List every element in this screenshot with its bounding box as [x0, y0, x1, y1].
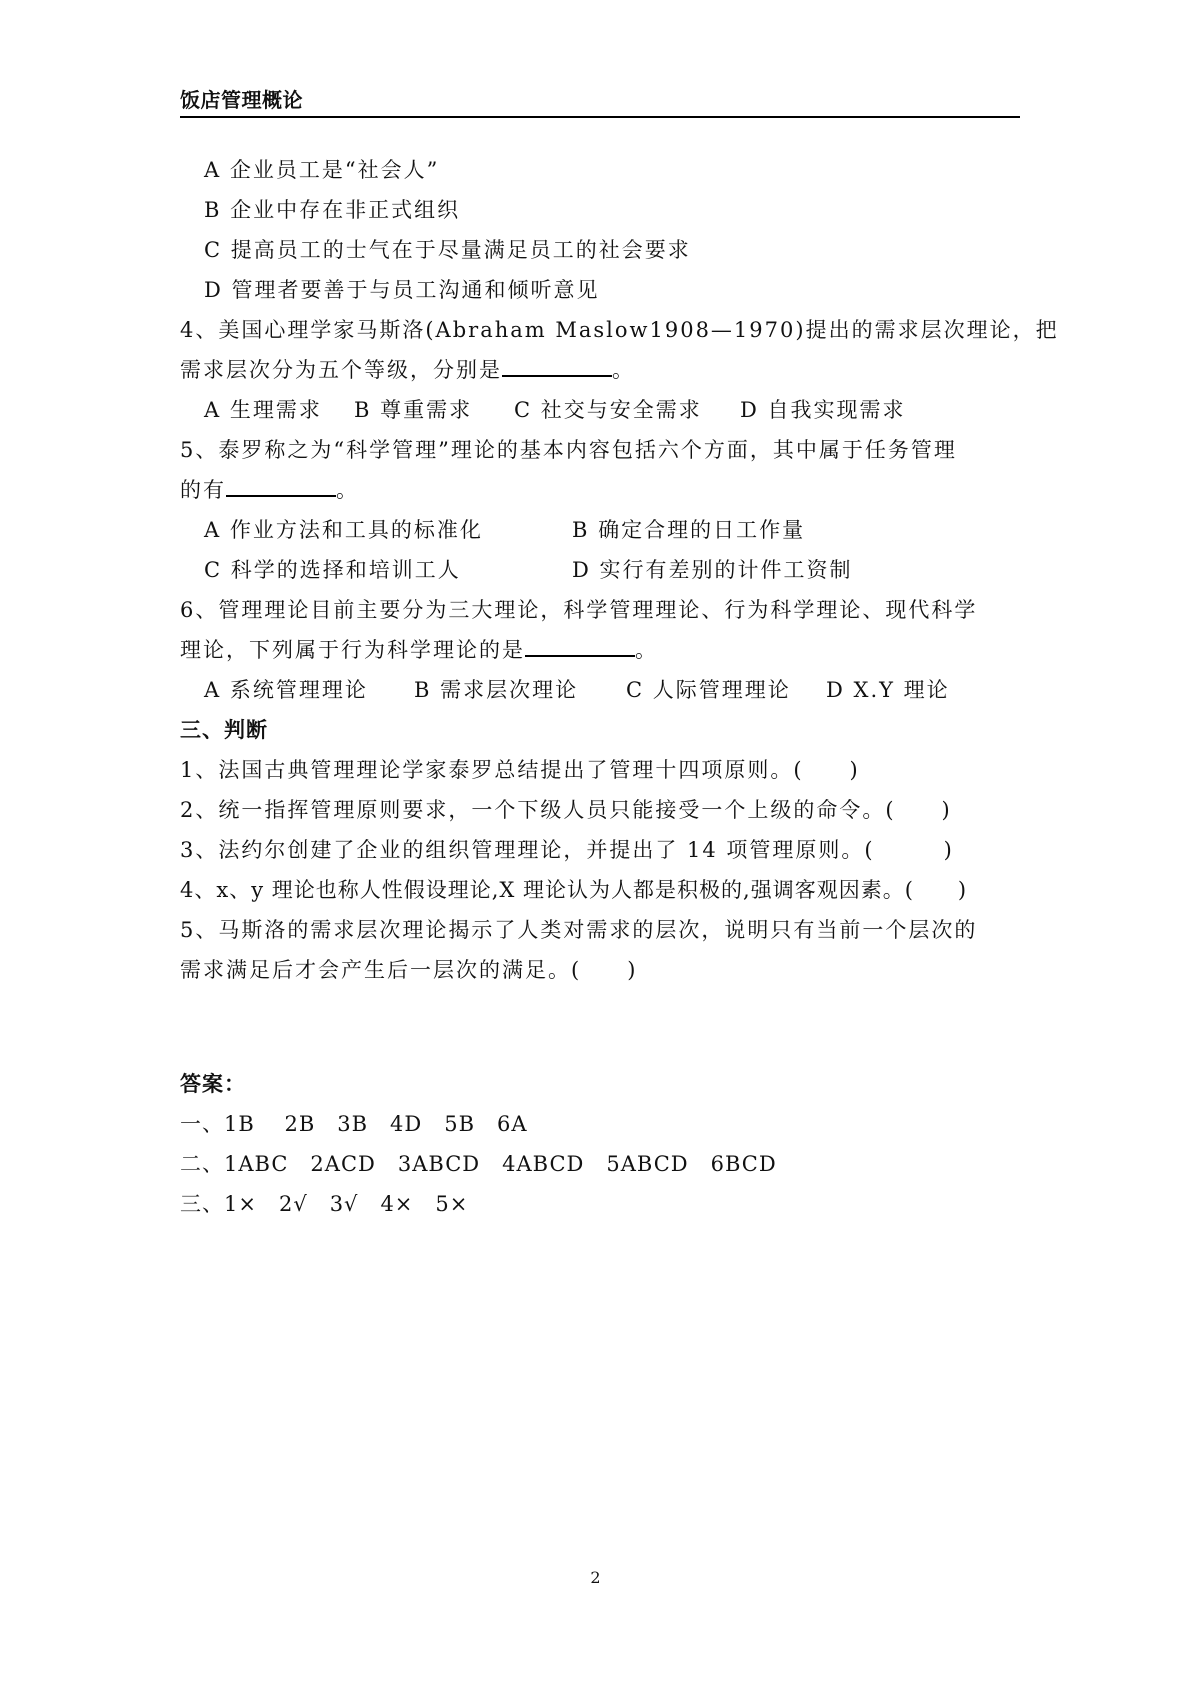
q5-text-pre: 的有	[180, 478, 226, 502]
section3-heading: 三、判断	[180, 718, 268, 742]
q3-option-a: A 企业员工是“社会人”	[204, 158, 440, 182]
q6-option-d: D X.Y 理论	[826, 678, 950, 702]
q3-option-d: D 管理者要善于与员工沟通和倾听意见	[204, 278, 600, 302]
spacer	[180, 990, 1020, 1064]
q6-text-line1: 6、管理理论目前主要分为三大理论，科学管理理论、行为科学理论、现代科学	[180, 598, 978, 622]
q5-option-c: C 科学的选择和培训工人	[204, 558, 461, 582]
q6-option-a: A 系统管理理论	[204, 678, 368, 702]
q5-options-row2	[180, 550, 1020, 590]
q6-text-post: 。	[635, 638, 658, 662]
q5-options-row1	[180, 510, 1020, 550]
document-title: 饭店管理概论	[180, 88, 303, 112]
page-content	[180, 150, 1059, 1224]
q5-text-post: 。	[336, 478, 359, 502]
q5-option-b: B 确定合理的日工作量	[572, 518, 806, 542]
q3-option-c: C 提高员工的士气在于尽量满足员工的社会要求	[204, 238, 691, 262]
q5-text-line2	[180, 470, 1020, 510]
judgment-item-4: 4、x、y 理论也称人性假设理论,X 理论认为人都是积极的,强调客观因素。( )	[180, 878, 968, 902]
q4-answer-blank	[502, 351, 612, 377]
answers-line-1: 一、1B 2B 3B 4D 5B 6A	[180, 1112, 528, 1136]
q5-answer-blank	[226, 471, 336, 497]
page-number: 2	[590, 1568, 601, 1587]
q4-options	[180, 390, 1020, 430]
answers-section	[180, 1064, 1020, 1224]
q5-option-a: A 作业方法和工具的标准化	[204, 518, 483, 542]
q6-option-b: B 需求层次理论	[414, 678, 579, 702]
q6-options	[180, 670, 1020, 710]
q4-option-d: D 自我实现需求	[740, 398, 906, 422]
q4-text-pre: 需求层次分为五个等级，分别是	[180, 358, 502, 382]
judgment-item-3: 3、法约尔创建了企业的组织管理理论，并提出了 14 项管理原则。( )	[180, 838, 954, 862]
q4-option-c: C 社交与安全需求	[514, 398, 702, 422]
q6-text-pre: 理论，下列属于行为科学理论的是	[180, 638, 525, 662]
judgment-item-5-line1: 5、马斯洛的需求层次理论揭示了人类对需求的层次，说明只有当前一个层次的	[180, 918, 978, 942]
q5-text-line1: 5、泰罗称之为“科学管理”理论的基本内容包括六个方面，其中属于任务管理	[180, 438, 957, 462]
q4-text-line2	[180, 350, 1020, 390]
page-header	[180, 84, 1020, 118]
q4-text-post: 。	[612, 358, 635, 382]
q4-option-a: A 生理需求	[204, 398, 322, 422]
answers-heading: 答案：	[180, 1072, 246, 1096]
q6-option-c: C 人际管理理论	[626, 678, 791, 702]
q4-option-b: B 尊重需求	[354, 398, 473, 422]
answers-line-2: 二、1ABC 2ACD 3ABCD 4ABCD 5ABCD 6BCD	[180, 1152, 777, 1176]
q6-answer-blank	[525, 631, 635, 657]
judgment-item-2: 2、统一指挥管理原则要求，一个下级人员只能接受一个上级的命令。( )	[180, 798, 952, 822]
judgment-item-1: 1、法国古典管理理论学家泰罗总结提出了管理十四项原则。( )	[180, 758, 860, 782]
q5-option-d: D 实行有差别的计件工资制	[572, 558, 853, 582]
q4-text-line1: 4、美国心理学家马斯洛(Abraham Maslow1908—1970)提出的需求层次理论，把	[180, 318, 1059, 342]
judgment-item-5-line2: 需求满足后才会产生后一层次的满足。( )	[180, 958, 638, 982]
answers-line-3: 三、1× 2√ 3√ 4× 5×	[180, 1192, 469, 1216]
q3-option-b: B 企业中存在非正式组织	[204, 198, 461, 222]
q6-text-line2	[180, 630, 1020, 670]
